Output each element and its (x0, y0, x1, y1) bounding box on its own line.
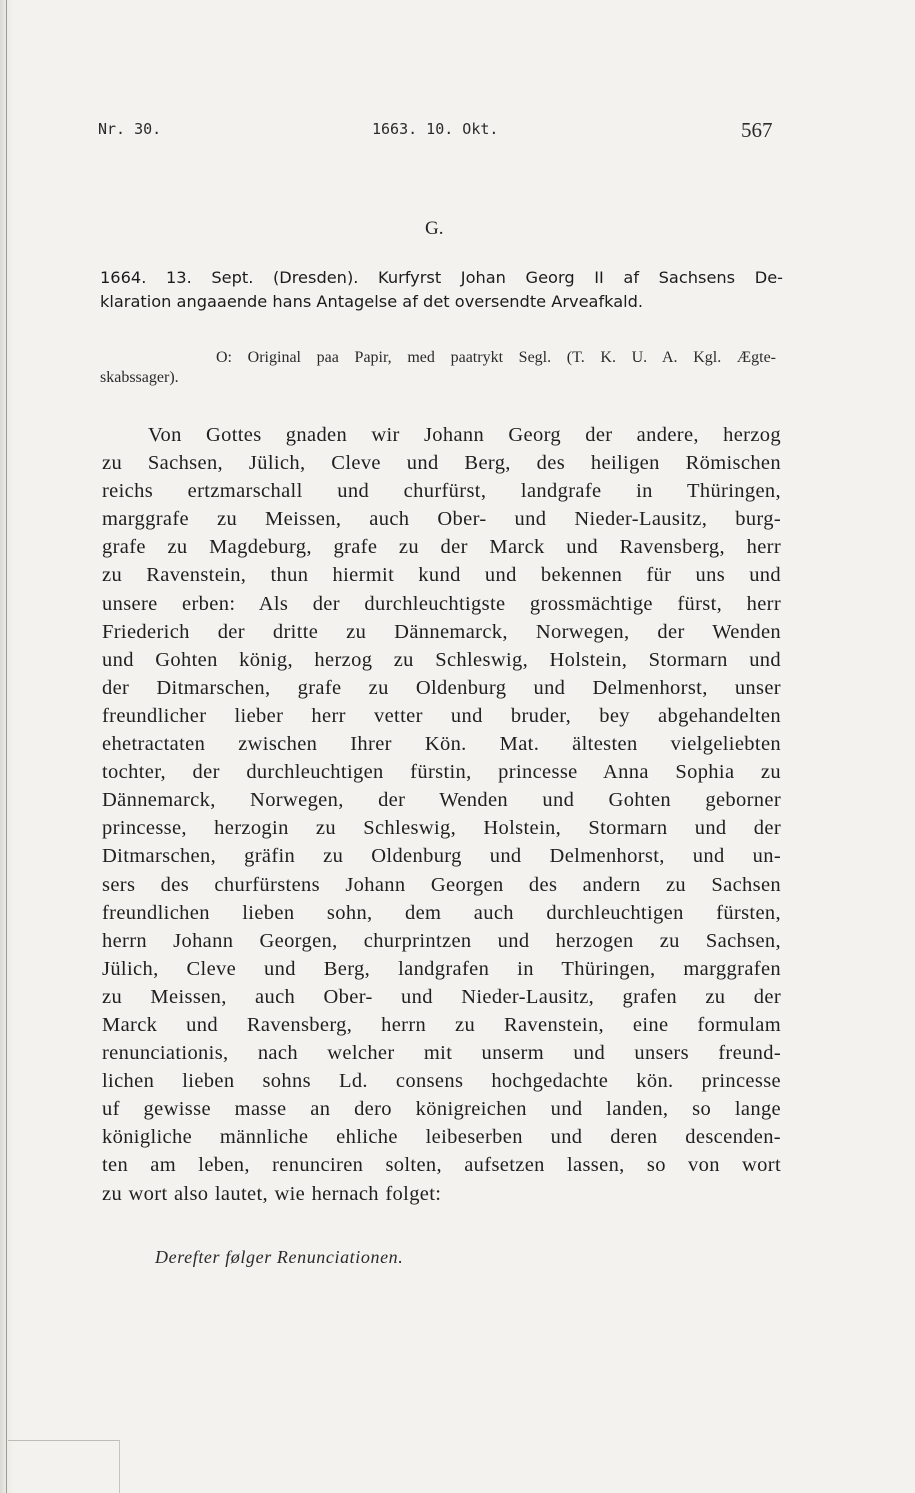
body-line: Friederich der dritte zu Dännemarck, Norwegen, der Wenden (102, 620, 781, 643)
body-line: Von Gottes gnaden wir Johann Georg der andere, herzog (148, 424, 781, 446)
scan-corner-mark-vertical (119, 1440, 120, 1493)
body-line: zu wort also lautet, wie hernach folget: (102, 1182, 442, 1205)
source-line: skabssager). (100, 369, 179, 386)
body-line: tochter, der durchleuchtigen fürstin, princesse Anna Sophia zu (102, 761, 781, 784)
body-line: ten am leben, renunciren solten, aufsetzen lassen, so von wort (102, 1154, 781, 1177)
source-line: O: Original paa Papir, med paatrykt Segl. (T. K. U. A. Kgl. Ægte- (216, 349, 776, 366)
body-line: sers des churfürstens Johann Georgen des andern zu Sachsen (102, 873, 781, 896)
running-head-date: 1663. 10. Okt. (372, 120, 499, 138)
body-line: princesse, herzogin zu Schleswig, Holstein, Stormarn und der (102, 817, 781, 840)
body-line: und Gohten könig, herzog zu Schleswig, Holstein, Stormarn und (102, 648, 781, 671)
body-line: Ditmarschen, gräfin zu Oldenburg und Delmenhorst, und un- (102, 845, 781, 868)
body-line: Marck und Ravensberg, herrn zu Ravenstein, eine formulam (102, 1013, 781, 1036)
body-line: marggrafe zu Meissen, auch Ober- und Nieder-Lausitz, burg- (102, 508, 781, 531)
section-letter: G. (425, 218, 444, 239)
page-number: 567 (741, 118, 773, 142)
body-line: königliche männliche ehliche leibeserben und deren descenden- (102, 1126, 781, 1149)
document-heading (100, 266, 783, 314)
scan-corner-mark (8, 1440, 120, 1441)
body-line: grafe zu Magdeburg, grafe zu der Marck und Ravensberg, herr (102, 536, 781, 559)
running-head-document-number: Nr. 30. (98, 120, 162, 138)
body-line: zu Ravenstein, thun hiermit kund und bekennen für uns und (102, 564, 781, 587)
heading-line: 1664. 13. Sept. (Dresden). Kurfyrst Johan Georg II af Sachsens De- (100, 268, 783, 287)
body-line: der Ditmarschen, grafe zu Oldenburg und Delmenhorst, unser (102, 676, 781, 699)
body-line: renunciationis, nach welcher mit unserm und unsers freund- (102, 1042, 781, 1065)
body-line: freundlichen lieben sohn, dem auch durchleuchtigen fürsten, (102, 901, 781, 924)
body-line: lichen lieben sohns Ld. consens hochgedachte kön. princesse (102, 1070, 781, 1093)
body-line: ehetractaten zwischen Ihrer Kön. Mat. ältesten vielgeliebten (102, 733, 781, 756)
body-line: zu Meissen, auch Ober- und Nieder-Lausitz, grafen zu der (102, 985, 781, 1008)
closing-note: Derefter følger Renunciationen. (155, 1247, 404, 1267)
body-line: reichs ertzmarschall und churfürst, landgrafe in Thüringen, (102, 480, 781, 503)
body-line: zu Sachsen, Jülich, Cleve und Berg, des heiligen Römischen (102, 452, 781, 475)
body-line: herrn Johann Georgen, churprintzen und herzogen zu Sachsen, (102, 929, 781, 952)
body-line: freundlicher lieber herr vetter und bruder, bey abgehandelten (102, 704, 781, 727)
body-line: unsere erben: Als der durchleuchtigste grossmächtige fürst, herr (102, 592, 781, 615)
body-line: Dännemarck, Norwegen, der Wenden und Gohten geborner (102, 789, 781, 812)
body-text (102, 421, 781, 1208)
body-line: uf gewisse masse an dero königreichen und landen, so lange (102, 1098, 781, 1121)
source-note (100, 348, 776, 388)
heading-line: klaration angaaende hans Antagelse af det oversendte Arveafkald. (100, 292, 644, 311)
binding-edge (6, 0, 7, 1493)
body-line: Jülich, Cleve und Berg, landgrafen in Thüringen, marggrafen (102, 957, 781, 980)
